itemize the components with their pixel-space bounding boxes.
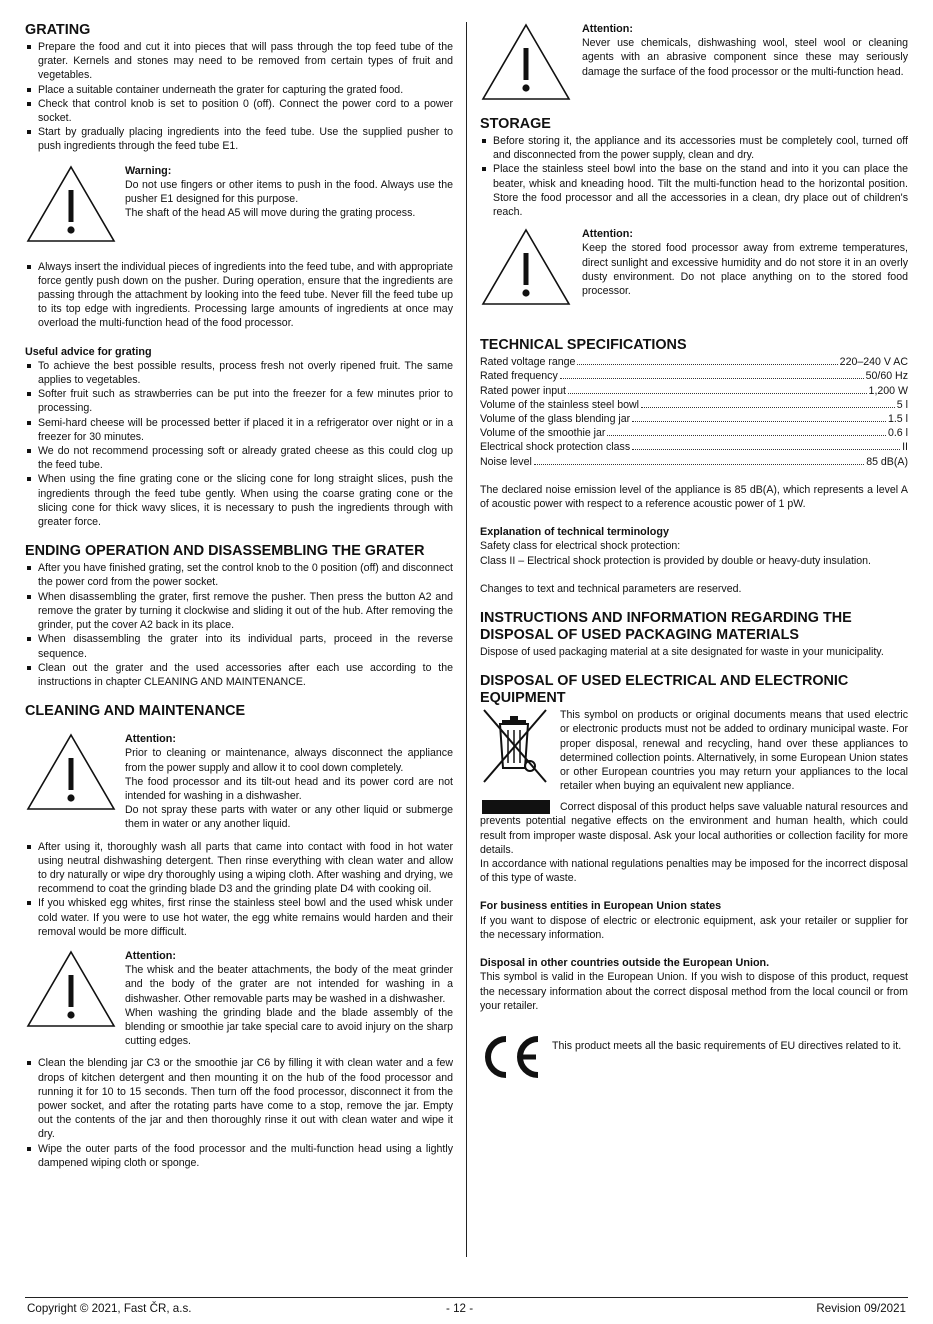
list-item: Wipe the outer parts of the food processor and the multi-function head using a lightly dampened wiping cloth or sponge. [25, 1142, 453, 1170]
list-item: If you whisked egg whites, first rinse the stainless steel bowl and the used whisk under cold water. If you were to use hot water, the egg white remains would harden and their removal would be more difficult. [25, 896, 453, 939]
weee-text: This symbol on products or original documents means that used electric or electronic products must not be added to ordinary municipal waste. For proper disposal, renewal and recycling, hand over these appliances to determined collection points. Alternatively, in some European Union states or other European countries you may return your appliances to the local retailer when buying an equivalent new appliance. [560, 709, 908, 793]
cleaning-bullets-2 [25, 1056, 453, 1170]
spec-row: Noise level 85 dB(A) [480, 455, 908, 468]
list-item: We do not recommend processing soft or already grated cheese as this could clog up the feed tube. [25, 444, 453, 472]
list-item: To achieve the best possible results, process fresh not overly ripened fruit. The same applies to vegetables. [25, 359, 453, 387]
outside-eu-text: This symbol is valid in the European Union. If you wish to dispose of this product, request the necessary information about the correct disposal method from the local council or from your retailer. [480, 971, 908, 1012]
section-title-specs: TECHNICAL SPECIFICATIONS [480, 337, 687, 354]
warning-triangle-icon [480, 227, 572, 307]
noise-text: The declared noise emission level of the appliance is 85 dB(A), which represents a level A of acoustic power with respect to a reference acoustic power of 1 pW. [480, 483, 908, 511]
spec-row: Volume of the glass blending jar 1.5 l [480, 413, 908, 426]
attention-text: The food processor and its tilt-out head and its power cord are not intended for washing in a dishwasher. [125, 775, 453, 802]
attention-title: Attention: [125, 733, 176, 746]
list-item: After using it, thoroughly wash all parts that came into contact with food in hot water using neutral dishwashing detergent. Then rinse everything with clean water and allow to dry naturally or wipe dry thoroughly using a wiping cloth. After washing and drying, we recommend to coat the grinding blade D3 and the grinding plate D4 with cooking oil. [25, 840, 453, 897]
list-item: Start by gradually placing ingredients into the feed tube. Use the supplied pusher to push ingredients through the feed tube E1. [25, 125, 453, 153]
section-title-grating: GRATING [25, 22, 91, 38]
warning-text: The shaft of the head A5 will move during the grating process. [125, 207, 416, 220]
attention-text: Keep the stored food processor away from extreme temperatures, direct sunlight and excessive humidity and do not store it in an overly dusty environment. Do not place anything on to the stored food processor. [582, 242, 908, 298]
changes-note: Changes to text and technical parameters are reserved. [480, 582, 742, 595]
spec-row: Rated power input 1,200 W [480, 384, 908, 397]
grating-bullets-2 [25, 260, 453, 331]
section-title-business: For business entities in European Union states [480, 900, 722, 913]
warning-triangle-icon [480, 22, 572, 102]
list-item: When using the fine grating cone or the slicing cone for long straight slices, push the ingredients through the feed tube gently. When using the coarse grating cone or the slicing cone for thick wavy slices, it is necessary to push the ingredients through with greater force. [25, 472, 453, 529]
list-item: When disassembling the grater, first remove the pusher. Then press the button A2 and remove the grater by turning it clockwise and sliding it out of the hub. After removing the grinder, put the cover A2 back in its place. [25, 590, 453, 633]
section-title-terminology: Explanation of technical terminology [480, 526, 669, 539]
attention-box-cleaning-1 [25, 732, 453, 831]
ce-text: This product meets all the basic requirements of EU directives related to it. [552, 1039, 902, 1052]
section-title-outside-eu: Disposal in other countries outside the European Union. [480, 957, 770, 970]
attention-box-top [480, 22, 908, 102]
terminology-line: Class II – Electrical shock protection is provided by double or heavy-duty insulation. [480, 554, 871, 567]
list-item: Softer fruit such as strawberries can be put into the freezer for a few minutes prior to processing. [25, 387, 453, 415]
warning-text: Do not use fingers or other items to push in the food. Always use the pusher E1 designed for this purpose. [125, 178, 453, 206]
spec-table [480, 355, 908, 469]
warning-box-grating [25, 164, 453, 244]
list-item: Clean out the grater and the used accessories after each use according to the instructions in chapter CLEANING AND MAINTENANCE. [25, 661, 453, 689]
attention-title: Attention: [582, 23, 633, 35]
list-item: Prepare the food and cut it into pieces that will pass through the top feed tube of the grater. Kernels and stones may need to be removed from certain types of fruit and vegetables. [25, 40, 453, 83]
right-column [480, 22, 908, 1083]
list-item: Clean the blending jar C3 or the smoothie jar C6 by filling it with clean water and a few drops of kitchen detergent and then mounting it on the hub of the food processor and running it for 10 to 15 seconds. Then turn off the food processor, disconnect it from the power socket, and after the rotating parts have come to a stop, remove the jar. Empty out the contents of the jar and then thoroughly rinse it out with clean water and wipe it dry. [25, 1056, 453, 1141]
spec-row: Electrical shock protection class II [480, 441, 908, 454]
warning-triangle-icon [25, 732, 117, 812]
weee-block [480, 708, 908, 814]
warning-triangle-icon [25, 949, 117, 1029]
attention-text: Prior to cleaning or maintenance, always disconnect the appliance from the power supply and allow it to cool down completely. [125, 747, 453, 774]
list-item: Place the stainless steel bowl into the base on the stand and into it you can place the beater, whisk and kneading hood. Tilt the multi-function head to the horizontal position. Store the food processor and all the accessories in a clean, dry place out of children's reach. [480, 162, 908, 219]
cleaning-bullets [25, 840, 453, 939]
spec-row: Rated frequency 50/60 Hz [480, 370, 908, 383]
spec-row: Volume of the smoothie jar 0.6 l [480, 427, 908, 440]
grating-bullets [25, 40, 453, 154]
footer-page-number: - 12 - [446, 1302, 474, 1315]
section-title-storage: STORAGE [480, 116, 551, 132]
attention-box-cleaning-2 [25, 949, 453, 1048]
section-title-packaging: INSTRUCTIONS AND INFORMATION REGARDING THE DISPOSAL OF USED PACKAGING MATERIALS [480, 610, 852, 644]
section-title-ending: ENDING OPERATION AND DISASSEMBLING THE GRATER [25, 543, 425, 560]
attention-title: Attention: [125, 949, 176, 962]
attention-text: When washing the grinding blade and the blade assembly of the blending or smoothie jar take special care to avoid injury on the sharp cutting edges. [125, 1006, 453, 1048]
terminology-line: Safety class for electrical shock protection: [480, 540, 681, 553]
storage-bullets [480, 134, 908, 219]
crossed-bin-icon [480, 708, 552, 814]
list-item: Semi-hard cheese will be processed better if placed it in a refrigerator over night or in a freezer for 30 minutes. [25, 416, 453, 444]
weee-text: Correct disposal of this product helps save valuable natural resources and prevents potential negative effects on the environment and human health, which could result from improper waste disposal. Ask your local authorities or collection facility for more details. [480, 801, 908, 856]
column-divider [466, 22, 467, 1257]
warning-title: Warning: [125, 164, 172, 177]
list-item: Check that control knob is set to position 0 (off). Connect the power cord to a power socket. [25, 97, 453, 125]
left-column [25, 22, 453, 1170]
attention-text: Do not spray these parts with water or any other liquid or submerge them in water or any another liquid. [125, 804, 453, 831]
advice-bullets [25, 359, 453, 529]
weee-text: In accordance with national regulations penalties may be imposed for the incorrect disposal of this type of waste. [480, 858, 908, 885]
list-item: Before storing it, the appliance and its accessories must be completely cool, turned off and disconnected from the power supply, clean and dry. [480, 134, 908, 162]
attention-title: Attention: [582, 228, 633, 241]
section-title-advice: Useful advice for grating [25, 345, 152, 358]
attention-text: The whisk and the beater attachments, the body of the meat grinder and the body of the grater are not intended for washing in a dishwasher. Other removable parts may be washed in a dishwasher. [125, 964, 453, 1005]
list-item: After you have finished grating, set the control knob to the 0 position (off) and disconnect the power cord from the power socket. [25, 561, 453, 589]
list-item: Place a suitable container underneath the grater for capturing the grated food. [25, 83, 453, 97]
section-title-cleaning: CLEANING AND MAINTENANCE [25, 703, 246, 720]
spec-row: Rated voltage range 220–240 V AC [480, 356, 908, 369]
packaging-text: Dispose of used packaging material at a site designated for waste in your municipality. [480, 646, 884, 659]
attention-text: Never use chemicals, dishwashing wool, steel wool or cleaning agents with an abrasive component since these may seriously damage the surface of the food processor or the multi-function head. [582, 37, 908, 78]
list-item: When disassembling the grater into its individual parts, proceed in the reverse sequence. [25, 632, 453, 660]
attention-box-storage [480, 227, 908, 307]
warning-triangle-icon [25, 164, 117, 244]
section-title-weee: DISPOSAL OF USED ELECTRICAL AND ELECTRONIC EQUIPMENT [480, 673, 849, 707]
footer-divider [25, 1297, 908, 1298]
ce-block [480, 1031, 908, 1083]
list-item: Always insert the individual pieces of ingredients into the feed tube, and with appropriate force gently push down on the pusher. During operation, ensure that the ingredients are passing through the attachment by looking into the feed tube. Never fill the feed tube up to its top edge with ingredients. Processing large amounts of ingredients at once may overload the multi-function head of the food processor. [25, 260, 453, 331]
footer-copyright: Copyright © 2021, Fast ČR, a.s. [27, 1302, 192, 1315]
ending-bullets [25, 561, 453, 689]
footer-revision: Revision 09/2021 [816, 1302, 906, 1315]
business-text: If you want to dispose of electric or electronic equipment, ask your retailer or supplier for the necessary information. [480, 914, 908, 941]
ce-mark-icon [480, 1031, 544, 1083]
spec-row: Volume of the stainless steel bowl 5 l [480, 398, 908, 411]
